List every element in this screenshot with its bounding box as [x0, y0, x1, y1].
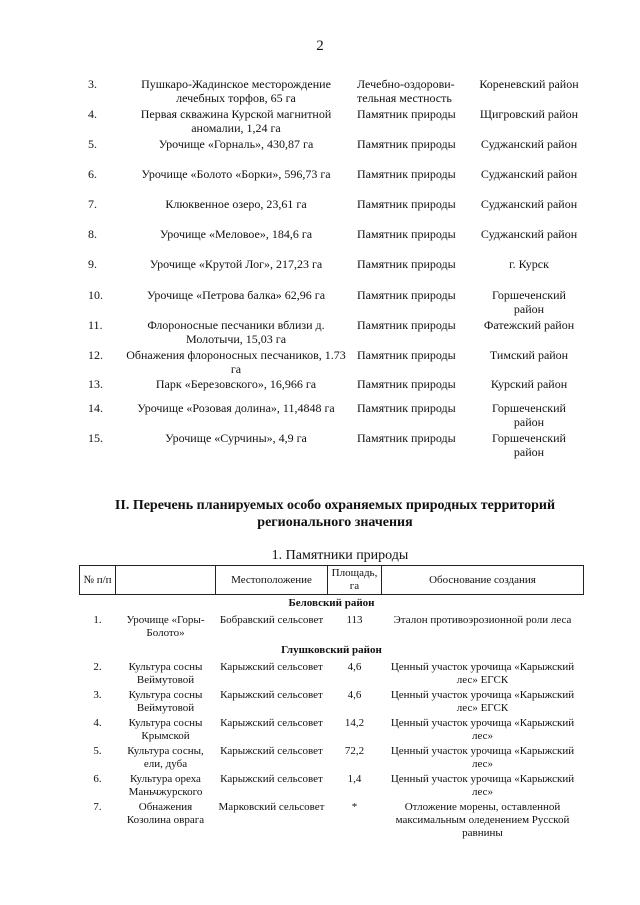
item-category: Памятник природы: [357, 107, 456, 121]
district-name: Глушковский район: [281, 644, 382, 656]
table-header-row: [80, 566, 584, 595]
item-district: Горшеченский район: [492, 401, 566, 429]
item-category: Памятник природы: [357, 348, 456, 362]
item-name: Урочище «Горналь», 430,87 га: [158, 137, 314, 151]
cell-num: 7.: [93, 801, 102, 813]
cell-area: 14,2: [344, 717, 365, 729]
cell-area: 72,2: [344, 745, 365, 757]
item-district: Курский район: [490, 377, 568, 391]
header-num: № п/п: [80, 566, 116, 595]
cell-name: Урочище «Горы-Болото»: [126, 614, 205, 639]
cell-area: 4,6: [347, 689, 362, 701]
cell-reason: Ценный участок урочища «Карыжский лес»: [390, 717, 575, 742]
cell-name: Культура сосны Веймутовой: [128, 661, 203, 686]
cell-location: Карыжский сельсовет: [220, 745, 323, 757]
item-number: 12.: [88, 348, 103, 362]
cell-location: Марковский сельсовет: [218, 801, 325, 813]
item-district: Горшеченский район: [492, 288, 566, 316]
item-number: 15.: [88, 431, 103, 445]
header-location: Местоположение: [216, 566, 328, 595]
item-name: Урочище «Сурчины», 4,9 га: [165, 431, 307, 445]
cell-reason: Ценный участок урочища «Карыжский лес»: [390, 745, 575, 770]
district-name: Беловский район: [288, 597, 375, 609]
item-category: Лечебно-оздорови- тельная местность: [357, 77, 455, 105]
item-name: Пушкаро-Жадинское месторождение лечебных торфов, 65 га: [141, 77, 331, 105]
cell-name: Обнажения Козолина оврага: [126, 801, 205, 826]
cell-location: Карыжский сельсовет: [220, 689, 323, 701]
cell-reason: Эталон противоэрозионной роли леса: [393, 614, 572, 626]
item-district: Тимский район: [489, 348, 569, 362]
item-district: Суджанский район: [480, 197, 578, 211]
item-name: Урочище «Меловое», 184,6 га: [159, 227, 313, 241]
cell-area: *: [351, 801, 358, 813]
table-row: [80, 717, 584, 745]
item-district: Суджанский район: [480, 167, 578, 181]
header-area: Площадь, га: [328, 566, 382, 595]
item-number: 3.: [88, 77, 97, 91]
cell-num: 3.: [93, 689, 102, 701]
item-number: 5.: [88, 137, 97, 151]
cell-area: 4,6: [347, 661, 362, 673]
item-name: Обнажения флороносных песчаников, 1.73 га: [126, 348, 346, 376]
item-name: Урочище «Петрова балка» 62,96 га: [146, 288, 326, 302]
item-number: 6.: [88, 167, 97, 181]
item-category: Памятник природы: [357, 288, 456, 302]
item-number: 10.: [88, 288, 103, 302]
district-row: [80, 595, 584, 615]
page-number: 2: [316, 38, 324, 54]
item-name: Первая скважина Курской магнитной аномалии, 1,24 га: [140, 107, 332, 135]
subsection-title: 1. Памятники природы: [271, 548, 409, 563]
item-category: Памятник природы: [357, 257, 456, 271]
cell-num: 4.: [93, 717, 102, 729]
cell-num: 1.: [93, 614, 102, 626]
cell-name: Культура сосны Крымской: [128, 717, 203, 742]
cell-num: 6.: [93, 773, 102, 785]
item-district: Щигровский район: [479, 107, 579, 121]
header-name: [116, 566, 216, 595]
cell-location: Карыжский сельсовет: [220, 717, 323, 729]
cell-reason: Ценный участок урочища «Карыжский лес» ЕГСК: [390, 689, 575, 714]
district-row: [80, 642, 584, 661]
item-number: 8.: [88, 227, 97, 241]
item-number: 4.: [88, 107, 97, 121]
item-district: Кореневский район: [479, 77, 579, 91]
planned-areas-table: [79, 565, 584, 842]
table-row: [80, 801, 584, 842]
cell-location: Карыжский сельсовет: [220, 661, 323, 673]
item-category: Памятник природы: [357, 431, 456, 445]
item-district: Суджанский район: [480, 137, 578, 151]
cell-reason: Отложение морены, оставленной максимальным оледенением Русской равнины: [395, 801, 570, 839]
cell-location: Бобравский сельсовет: [219, 614, 324, 626]
item-district: Горшеченский район: [492, 431, 566, 459]
item-district: Фатежский район: [483, 318, 575, 332]
item-category: Памятник природы: [357, 227, 456, 241]
item-district: Суджанский район: [480, 227, 578, 241]
item-category: Памятник природы: [357, 401, 456, 415]
cell-name: Культура сосны Веймутовой: [128, 689, 203, 714]
section-title: II. Перечень планируемых особо охраняемых природных территорий регионального значения: [114, 498, 556, 530]
item-district: г. Курск: [509, 257, 549, 271]
item-number: 9.: [88, 257, 97, 271]
cell-num: 2.: [93, 661, 102, 673]
item-number: 7.: [88, 197, 97, 211]
item-name: Урочище «Розовая долина», 11,4848 га: [137, 401, 335, 415]
table-row: [80, 614, 584, 642]
header-reason: Обоснование создания: [382, 566, 584, 595]
item-category: Памятник природы: [357, 137, 456, 151]
item-number: 13.: [88, 377, 103, 391]
item-category: Памятник природы: [357, 377, 456, 391]
table-row: [80, 773, 584, 801]
item-name: Флороносные песчаники вблизи д. Молотычи, 15,03 га: [147, 318, 325, 346]
cell-num: 5.: [93, 745, 102, 757]
item-number: 11.: [88, 318, 103, 332]
item-category: Памятник природы: [357, 318, 456, 332]
cell-area: 113: [346, 614, 363, 626]
cell-area: 1,4: [347, 773, 362, 785]
table-row: [80, 661, 584, 689]
cell-name: Культура сосны, ели, дуба: [127, 745, 204, 770]
table-row: [80, 689, 584, 717]
cell-reason: Ценный участок урочища «Карыжский лес» ЕГСК: [390, 661, 575, 686]
table-row: [80, 745, 584, 773]
cell-reason: Ценный участок урочища «Карыжский лес»: [390, 773, 575, 798]
cell-location: Карыжский сельсовет: [220, 773, 323, 785]
item-name: Урочище «Крутой Лог», 217,23 га: [149, 257, 323, 271]
item-category: Памятник природы: [357, 197, 456, 211]
cell-name: Культура ореха Маньчжурского: [128, 773, 203, 798]
item-name: Парк «Березовского», 16,966 га: [155, 377, 317, 391]
item-name: Урочище «Болото «Борки», 596,73 га: [141, 167, 331, 181]
item-number: 14.: [88, 401, 103, 415]
item-name: Клюквенное озеро, 23,61 га: [165, 197, 307, 211]
item-category: Памятник природы: [357, 167, 456, 181]
